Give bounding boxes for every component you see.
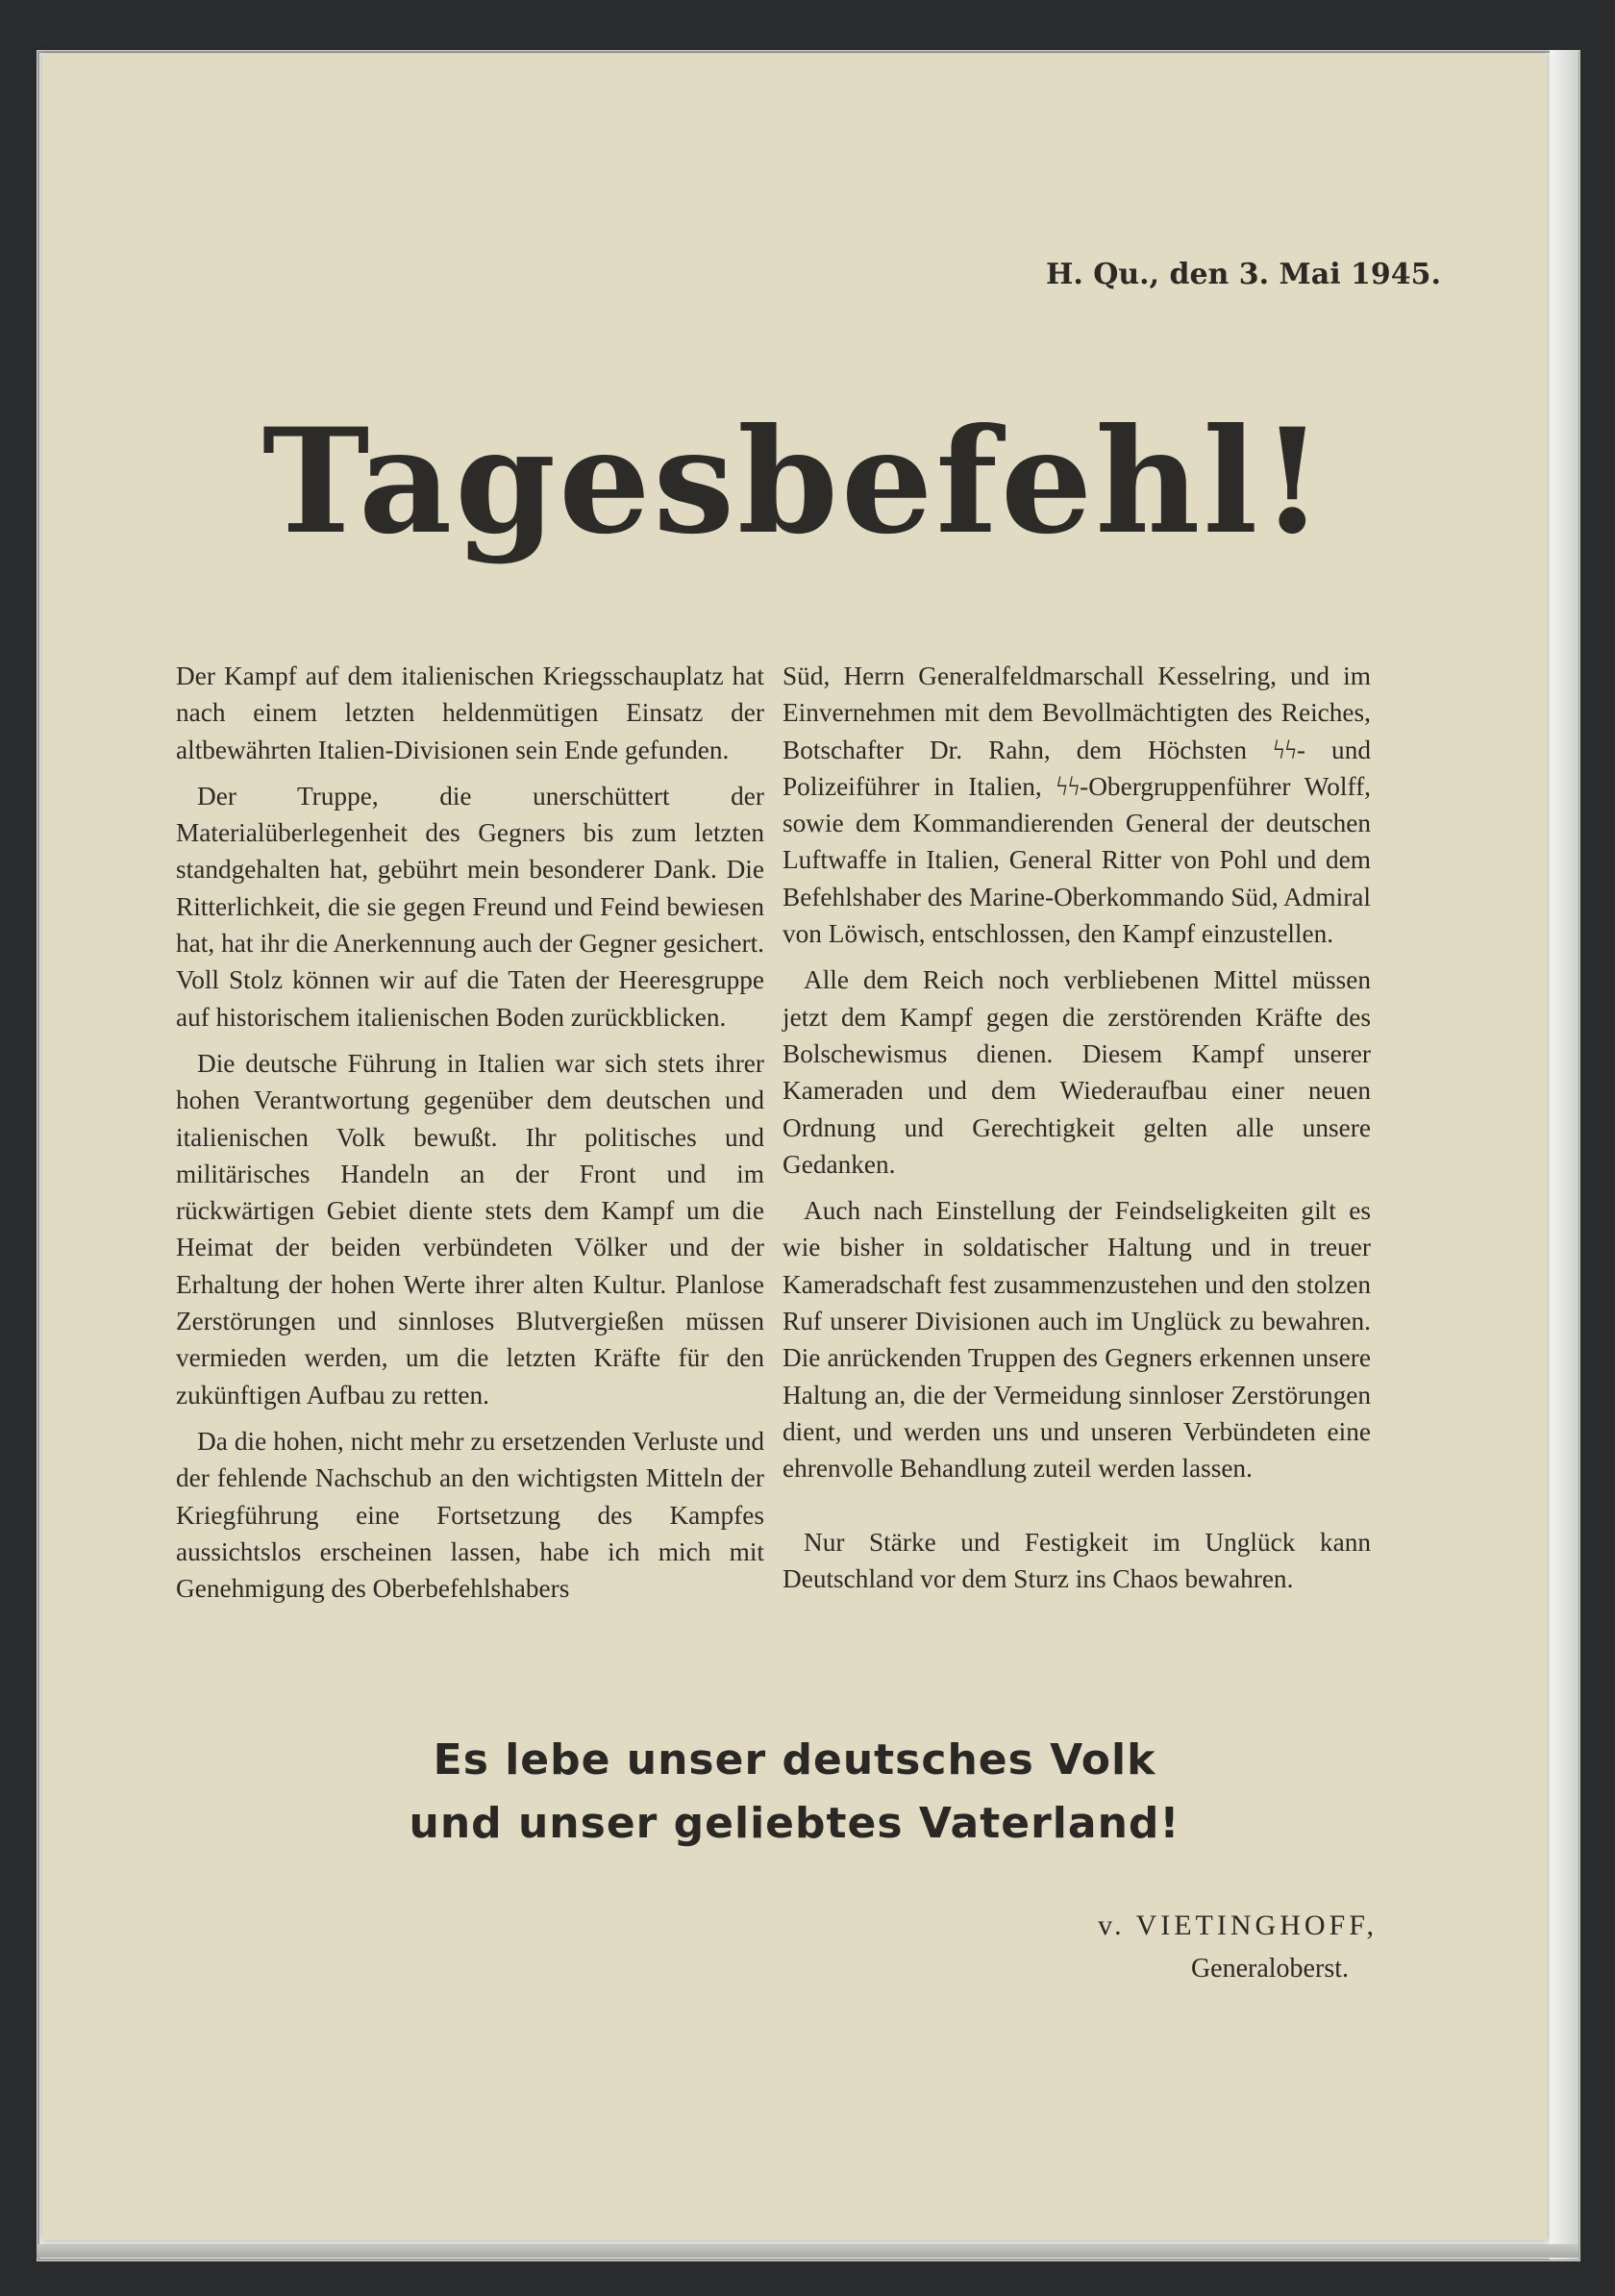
paragraph: Alle dem Reich noch verbliebenen Mittel müssen jetzt dem Kampf gegen die zerstörenden Kräfte des Bolschewismus dienen. Diesem Kampf unserer Kameraden und dem Wiederaufbau einer neuen Ordnung und Gerechtigkeit gelten alle unsere Gedanken. [783,965,1371,1179]
paragraph: Da die hohen, nicht mehr zu ersetzenden Verluste und der fehlende Nachschub an den wichtigsten Mitteln der Kriegführung eine Fortsetzung des Kampfes aussichtslos erscheinen lassen, habe ich mich mit Genehmigung des Oberbefehlshabers [176,1426,764,1604]
dateline: H. Qu., den 3. Mai 1945. [1045,258,1441,291]
signature-name: v. VIETINGHOFF, [1098,1909,1378,1941]
right-column [783,658,1371,1607]
sleeve-bottom-edge [37,2244,1578,2258]
closing-line: Es lebe unser deutsches Volk [433,1735,1156,1784]
closing-slogan [42,1729,1547,1856]
paragraph: Süd, Herrn Generalfeldmarschall Kesselring, und im Einvernehmen mit dem Bevollmächtigten des Reiches, Botschafter Dr. Rahn, dem Höchsten ϟϟ- und Polizeiführer in Italien, ϟϟ-Obergruppenführer Wolff, sowie dem Kommandierenden General der deutschen Luftwaffe in Italien, General Ritter von Pohl und dem Befehlshaber des Marine-Oberkommando Süd, Admiral von Löwisch, entschlossen, den Kampf einzustellen. [783,661,1371,949]
page-title: Tagesbefehl! [261,397,1328,566]
faint-stamp-mark [215,256,561,292]
paragraph: Die deutsche Führung in Italien war sich stets ihrer hohen Verantwortung gegenüber dem deutschen und italienischen Volk bewußt. Ihr politisches und militärisches Handeln an der Front und im rückwärtigen Gebiet diente stets dem Kampf um die Heimat der beiden verbündeten Völker und der Erhaltung der hohen Werte ihrer alten Kultur. Planlose Zerstörungen und sinnloses Blutvergießen müssen vermieden werden, um die letzten Kräfte für den zukünftigen Aufbau zu retten. [176,1048,764,1410]
signature-rank: Generaloberst. [1190,1954,1349,1984]
paragraph: Der Kampf auf dem italienischen Kriegsschauplatz hat nach einem letzten heldenmütigen Einsatz der altbewährten Italien-Divisionen sein Ende gefunden. [176,661,764,764]
leaflet-sheet [42,54,1547,2240]
closing-line: und unser geliebtes Vaterland! [409,1799,1180,1848]
sleeve-edge [1550,50,1578,2259]
left-column [176,658,764,1616]
paragraph: Nur Stärke und Festigkeit im Unglück kann Deutschland vor dem Sturz ins Chaos bewahren. [783,1527,1371,1593]
paragraph: Der Truppe, die unerschüttert der Materialüberlegenheit des Gegners bis zum letzten standgehalten hat, gebührt mein besonderer Dank. Die Ritterlichkeit, die sie gegen Freund und Feind bewiesen hat, hat ihr die Anerkennung auch der Gegner gesichert. Voll Stolz können wir auf die Taten der Heeresgruppe auf historischem italienischen Boden zurückblicken. [176,781,764,1032]
paragraph: Auch nach Einstellung der Feindseligkeiten gilt es wie bisher in soldatischer Haltung und in treuer Kameradschaft fest zusammenzustehen und den stolzen Ruf unserer Divisionen auch im Unglück zu bewahren. Die anrückenden Truppen des Gegners erkennen unsere Haltung an, die der Vermeidung sinnloser Zerstörungen dient, und werden uns und unseren Verbündeten eine ehrenvolle Behandlung zuteil werden lassen. [783,1196,1371,1484]
